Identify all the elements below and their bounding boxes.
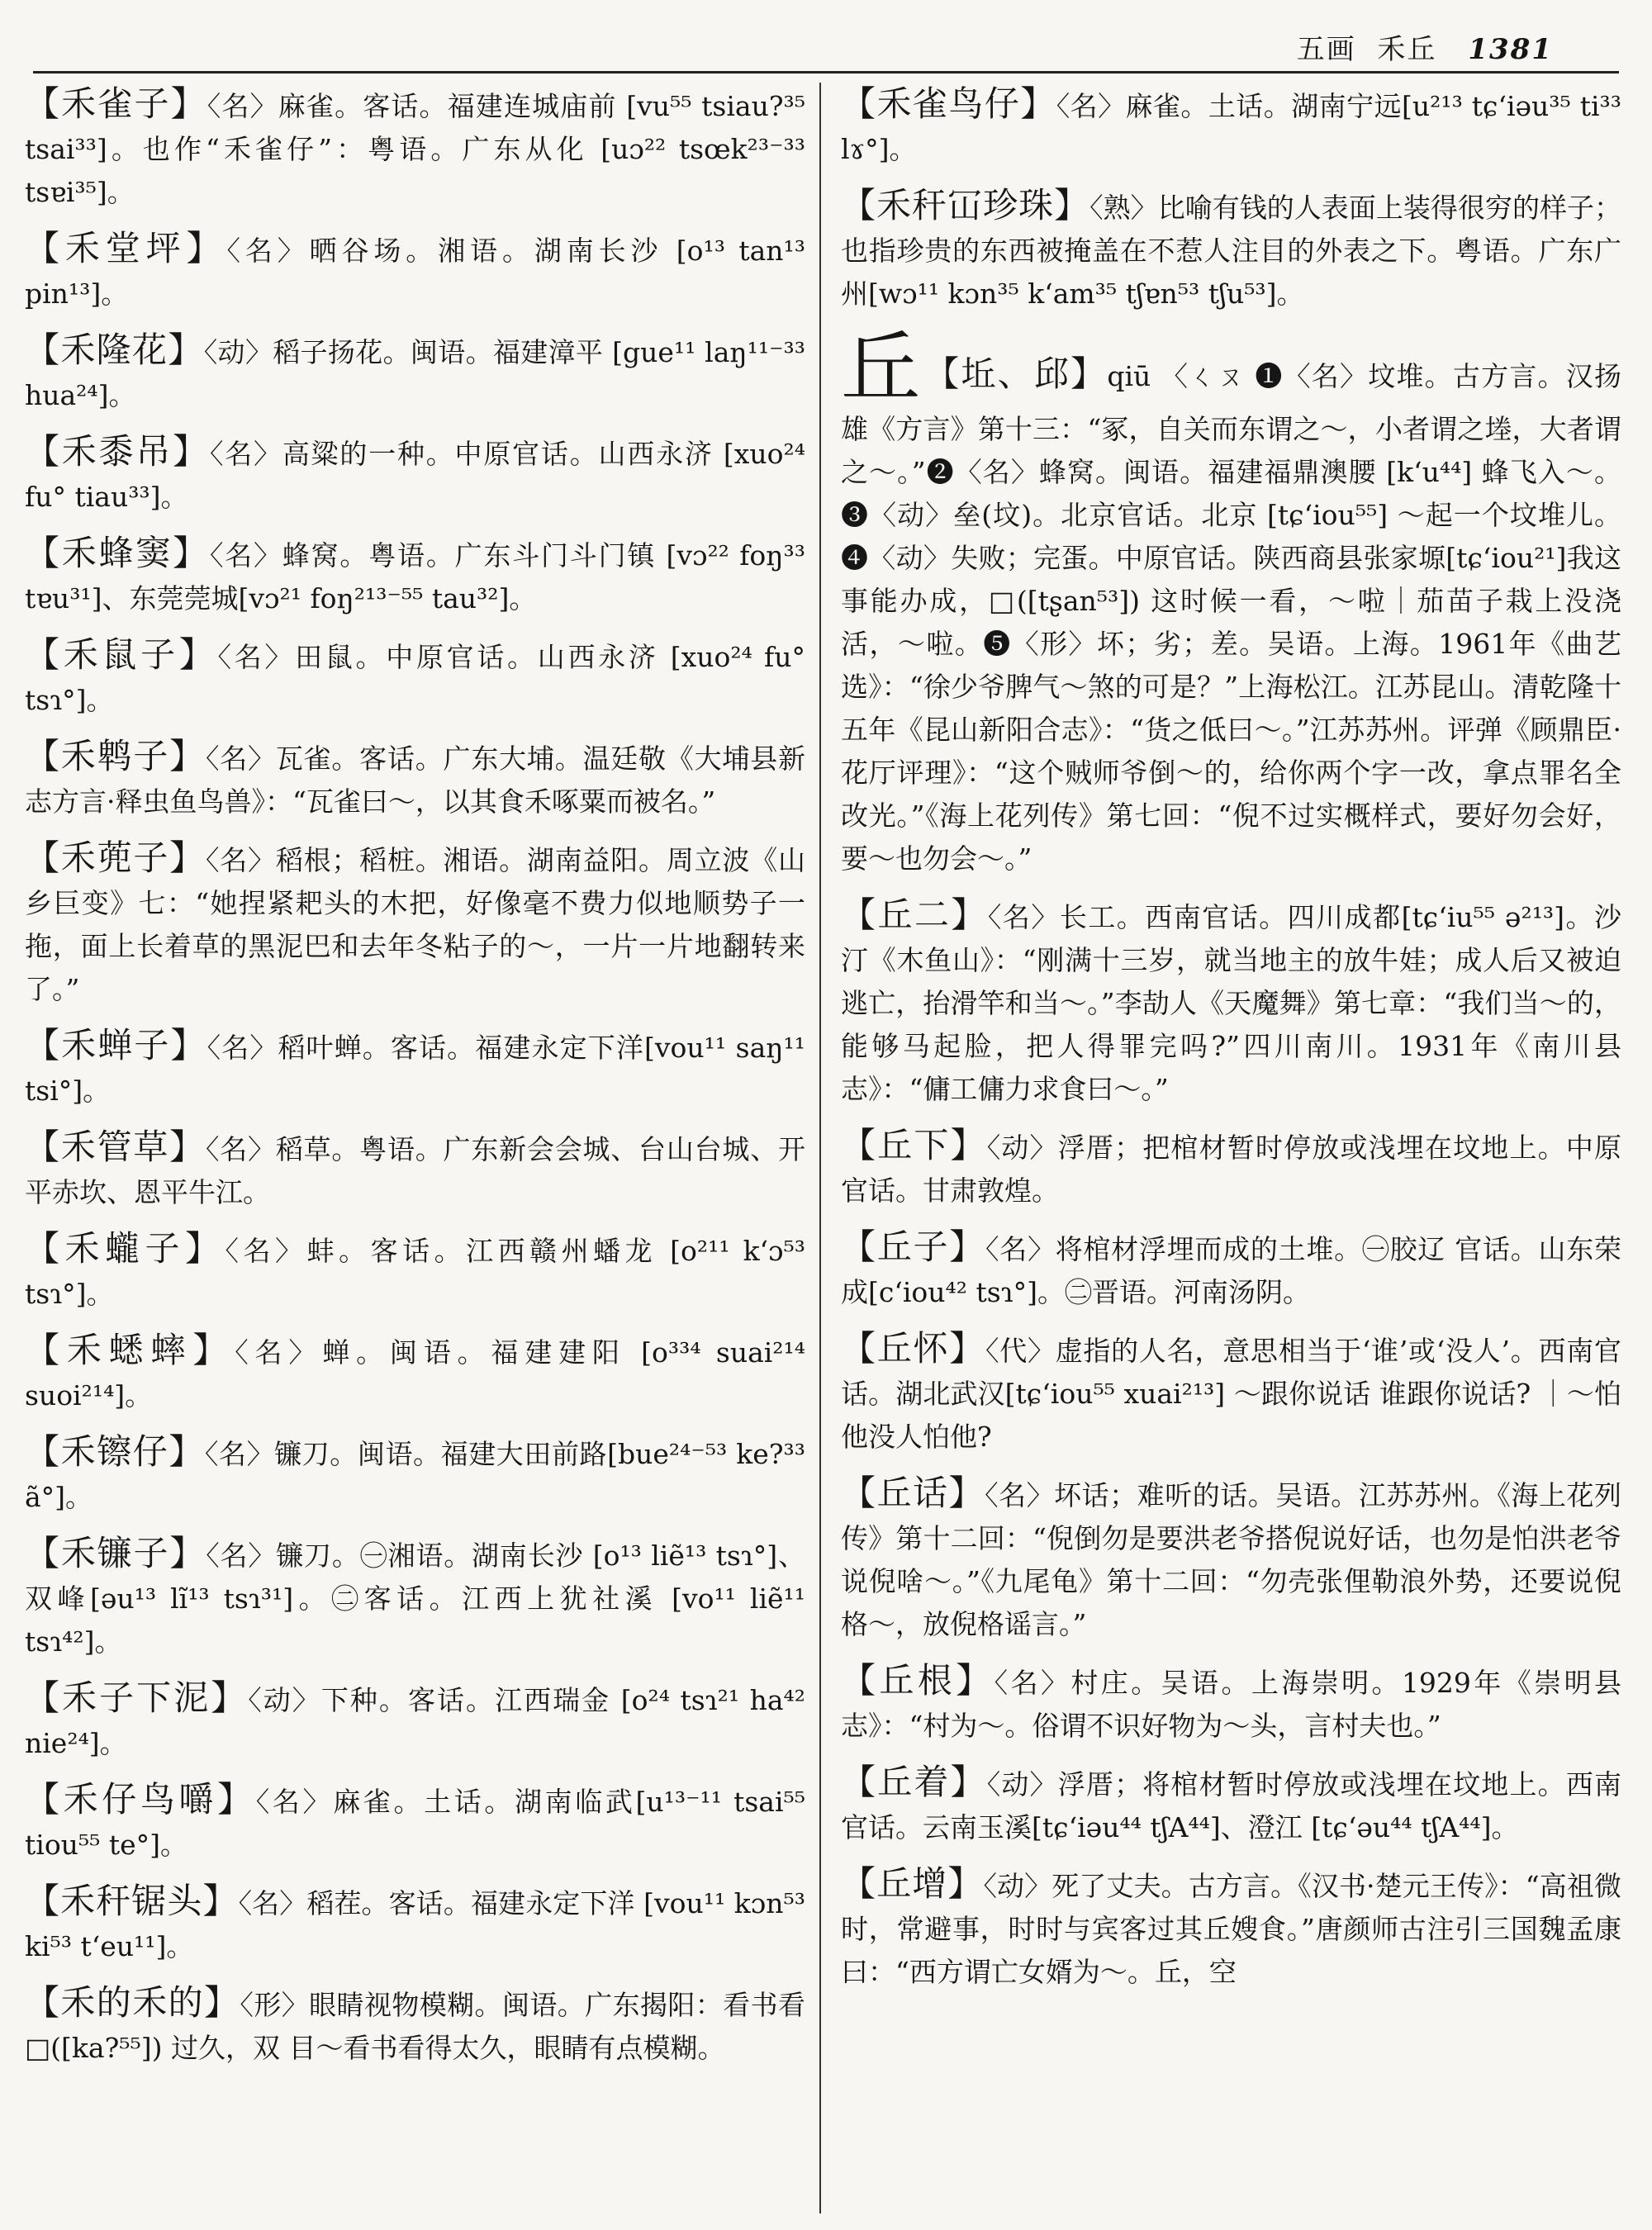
entry-body: 〈形〉眼睛视物模糊。闽语。广东揭阳：看书看□([ka?⁵⁵]) 过久，双 目～看书看得太久，眼睛有点模糊。 <box>25 1989 805 2064</box>
column-divider <box>819 83 821 2213</box>
dictionary-entry <box>25 430 805 519</box>
entry-headword: 【禾秆锯头】 <box>25 1881 239 1921</box>
dictionary-entry <box>25 735 805 823</box>
dictionary-entry <box>25 837 805 1011</box>
page-header <box>33 23 1619 74</box>
entry-body: 〈熟〉比喻有钱的人表面上装得很穷的样子；也指珍贵的东西被掩盖在不惹人注目的外表之下。粤语。广东广州[wɔ¹¹ kɔn³⁵ k‘am³⁵ tʃɐn⁵³ tʃu⁵³]。 <box>841 192 1621 310</box>
left-column <box>25 83 805 2083</box>
entry-body: 〈名〉蚌。客话。江西赣州蟠龙 [o²¹¹ k‘ɔ⁵³ tsɿ°]。 <box>25 1235 805 1310</box>
dictionary-entry <box>25 329 805 417</box>
running-head <box>1297 26 1553 67</box>
entry-headword: 【丘根】 <box>841 1660 995 1701</box>
entry-body: 〈名〉田鼠。中原官话。山西永济 [xuo²⁴ fu° tsɿ°]。 <box>25 641 805 716</box>
dictionary-entry <box>841 1226 1621 1314</box>
entry-headword: 【禾蝉子】 <box>25 1025 207 1065</box>
entry-headword: 【禾隆花】 <box>25 330 204 370</box>
dictionary-entry <box>841 1659 1621 1748</box>
entry-headword: 【禾仔鸟嚼】 <box>25 1779 256 1820</box>
entry-body: 〈名〉麻雀。土话。湖南临武[u¹³⁻¹¹ tsai⁵⁵ tiou⁵⁵ te°]。 <box>25 1786 805 1861</box>
entry-headword: 【丘增】 <box>841 1863 984 1904</box>
dictionary-entry <box>25 633 805 722</box>
entry-body: 〈名〉稻草。粤语。广东新会会城、台山台城、开平赤坎、恩平牛江。 <box>25 1133 805 1208</box>
entry-headword: 【坵、邱】 <box>924 353 1108 394</box>
entry-headword: 【丘子】 <box>841 1226 985 1267</box>
dictionary-entry <box>25 1024 805 1113</box>
entry-headword: 【禾雀鸟仔】 <box>841 83 1056 124</box>
entry-body: 〈代〉虚指的人名，意思相当于‘谁’或‘没人’。西南官话。湖北武汉[tɕ‘iou⁵⁵ xuai²¹³] ～跟你说话 谁跟你说话? ｜～怕他没人怕他? <box>841 1335 1621 1453</box>
dictionary-entry <box>841 184 1621 316</box>
entry-body: 〈动〉下种。客话。江西瑞金 [o²⁴ tsɿ²¹ ha⁴² nie²⁴]。 <box>25 1684 805 1759</box>
dictionary-entry <box>25 532 805 620</box>
entry-headword: 【禾鼠子】 <box>25 634 218 675</box>
entry-body: 〈名〉长工。西南官话。四川成都[tɕ‘iu⁵⁵ ə²¹³]。沙汀《木鱼山》：“刚满十三岁，就当地主的放牛娃；成人后又被迫逃亡，抬滑竿和当～。”李劼人《天魔舞》第七章：“我们当～的，能够马起脸，把人得罪完吗?”四川南川。1931年《南川县志》：“傭工傭力求食曰～。” <box>841 901 1621 1105</box>
dictionary-entry <box>25 1227 805 1316</box>
entry-body: 〈动〉浮厝；把棺材暂时停放或浅埋在坟地上。中原官话。甘肃敦煌。 <box>841 1132 1621 1207</box>
dictionary-entry <box>25 1126 805 1214</box>
dictionary-entry <box>25 1778 805 1867</box>
page-number: 1381 <box>1468 33 1553 66</box>
dictionary-entry <box>841 1472 1621 1646</box>
head-character: 丘 <box>841 322 922 415</box>
entry-body: 〈动〉稻子扬花。闽语。福建漳平 [gue¹¹ laŋ¹¹⁻³³ hua²⁴]。 <box>25 336 805 411</box>
entry-headword: 【丘着】 <box>841 1762 987 1802</box>
entry-headword: 【禾镰子】 <box>25 1533 206 1573</box>
entry-headword: 【禾子下泥】 <box>25 1677 249 1718</box>
entry-body: 〈名〉蜂窝。粤语。广东斗门斗门镇 [vɔ²² foŋ³³ tɐu³¹]、东莞莞城[vɔ²¹ foŋ²¹³⁻⁵⁵ tau³²]。 <box>25 539 805 614</box>
entry-body: qiū 〈ㄑㄡ ❶〈名〉坟堆。古方言。汉扬雄《方言》第十三：“冢，自关而东谓之～，小者谓之堘，大者谓之～。”❷〈名〉蜂窝。闽语。福建福鼎澳腰 [k‘u⁴⁴] 蜂飞入～。❸〈动〉垒(坟)。北京官话。北京 [tɕ‘iou⁵⁵] ～起一个坟堆儿。❹〈动〉失败；完蛋。中原官话。陕西商县张家塬[tɕ‘iou²¹]我这事能办成，□([tʂan⁵³]) 这时候一看，～啦｜茄苗子栽上没浇活，～啦。❺〈形〉坏；劣；差。吴语。上海。1961年《曲艺选》：“徐少爷脾气～煞的可是？”上海松江。江苏昆山。清乾隆十五年《昆山新阳合志》：“货之低曰～。”江苏苏州。评弹《顾鼎臣·花厅评理》：“这个贼师爷倒～的，给你两个字一改，拿点罪名全改光。”《海上花列传》第七回：“倪不过实概样式，要好勿会好，要～也勿会～。” <box>841 360 1621 875</box>
entry-body: 〈名〉镰刀。闽语。福建大田前路[bue²⁴⁻⁵³ ke?³³ ã°]。 <box>25 1438 805 1513</box>
entry-body: 〈名〉村庄。吴语。上海崇明。1929年《崇明县志》：“村为～。俗谓不识好物为～头，言村夫也。” <box>841 1667 1621 1742</box>
entry-body: 〈名〉稻根；稻桩。湘语。湖南益阳。周立波《山乡巨变》七：“她捏紧耙头的木把，好像毫不费力似地顺势子一拖，面上长着草的黑泥巴和去年冬粘子的～，一片一片地翻转来了。” <box>25 844 805 1005</box>
dictionary-entry <box>25 83 805 214</box>
entry-body: 〈名〉蝉。闽语。福建建阳 [o³³⁴ suai²¹⁴ suoi²¹⁴]。 <box>25 1336 805 1412</box>
entry-headword: 【禾秆冚珍珠】 <box>841 185 1090 225</box>
dictionary-entry <box>25 1532 805 1663</box>
dictionary-entry <box>841 83 1621 171</box>
dictionary-entry <box>25 1880 805 1968</box>
dictionary-entry <box>25 1677 805 1765</box>
entry-body: 〈名〉晒谷场。湘语。湖南长沙 [o¹³ tan¹³ pin¹³]。 <box>25 235 805 310</box>
entry-body: 〈名〉麻雀。土话。湖南宁远[u²¹³ tɕ‘iəu³⁵ ti³³ lɤ°]。 <box>841 90 1621 165</box>
entry-body: 〈名〉镰刀。㊀湘语。湖南长沙 [o¹³ liẽ¹³ tsɿ°]、双峰[əu¹³ lĩ¹³ tsɿ³¹]。㊁客话。江西上犹社溪 [vo¹¹ liẽ¹¹ tsɿ⁴²]。 <box>25 1540 805 1658</box>
entry-body: 〈名〉稻茬。客话。福建永定下洋 [vou¹¹ kɔn⁵³ ki⁵³ t‘eu¹¹]。 <box>25 1887 805 1962</box>
character-entry <box>841 322 1621 880</box>
entry-body: 〈名〉稻叶蝉。客话。福建永定下洋[vou¹¹ saŋ¹¹ tsi°]。 <box>25 1032 805 1107</box>
dictionary-entry <box>25 1431 805 1519</box>
dictionary-entry <box>25 1981 805 2070</box>
entry-headword: 【丘怀】 <box>841 1328 985 1369</box>
dictionary-entry <box>841 1124 1621 1212</box>
entry-headword: 【禾管草】 <box>25 1127 206 1167</box>
entry-body: 〈名〉瓦雀。客话。广东大埔。温廷敬《大埔县新志方言·释虫鱼鸟兽》：“瓦雀曰～，以其食禾啄粟而被名。” <box>25 743 805 818</box>
dictionary-entry <box>25 227 805 316</box>
entry-body: 〈名〉坏话；难听的话。吴语。江苏苏州。《海上花列传》第十二回：“倪倒勿是要洪老爷搭倪说好话，也勿是怕洪老爷说倪啥～。”《九尾龟》第十二回：“勿壳张俚勒浪外势，还要说倪格～，放倪格谣言。” <box>841 1479 1621 1640</box>
entry-headword: 【禾堂坪】 <box>25 228 227 268</box>
entry-headword: 【丘下】 <box>841 1125 987 1165</box>
dictionary-entry <box>841 1327 1621 1459</box>
header-radical: 禾丘 <box>1377 33 1437 66</box>
entry-headword: 【丘话】 <box>841 1473 985 1513</box>
entry-body: 〈动〉死了丈夫。古方言。《汉书·楚元王传》：“高祖微时，常避事，时时与宾客过其丘嫂食。”唐颜师古注引三国魏孟康曰：“西方谓亡女婿为～。丘，空 <box>841 1870 1621 1988</box>
entry-headword: 【丘二】 <box>841 894 988 935</box>
entry-headword: 【禾镲仔】 <box>25 1431 205 1472</box>
entry-headword: 【禾蜂窦】 <box>25 533 210 573</box>
dictionary-entry <box>841 1862 1621 1994</box>
entry-headword: 【禾的禾的】 <box>25 1982 240 2023</box>
entry-headword: 【禾黍吊】 <box>25 431 210 472</box>
entry-headword: 【禾蠬子】 <box>25 1228 225 1269</box>
entry-body: 〈名〉将棺材浮埋而成的土堆。㊀胶辽 官话。山东荣成[c‘iou⁴² tsɿ°]。㊁晋语。河南汤阴。 <box>841 1233 1621 1308</box>
entry-headword: 【禾鹎子】 <box>25 736 206 776</box>
entry-headword: 【禾蔸子】 <box>25 837 206 878</box>
entry-headword: 【禾雀子】 <box>25 83 207 124</box>
entry-body: 〈名〉高粱的一种。中原官话。山西永济 [xuo²⁴ fu° tiau³³]。 <box>25 438 805 513</box>
header-section: 五画 <box>1296 33 1356 66</box>
entry-body: 〈动〉浮厝；将棺材暂时停放或浅埋在坟地上。西南官话。云南玉溪[tɕ‘iəu⁴⁴ tʃA⁴⁴]、澄江 [tɕ‘əu⁴⁴ tʃA⁴⁴]。 <box>841 1768 1621 1843</box>
dictionary-entry <box>841 1761 1621 1849</box>
entry-body: 〈名〉麻雀。客话。福建连城庙前 [vu⁵⁵ tsiau?³⁵ tsai³³]。也作“禾雀仔”：粤语。广东从化 [uɔ²² tsœk²³⁻³³ tsɐi³⁵]。 <box>25 90 805 208</box>
dictionary-entry <box>841 894 1621 1111</box>
dictionary-entry <box>25 1329 805 1417</box>
right-column <box>841 83 1621 2007</box>
entry-headword: 【禾蟋蟀】 <box>25 1330 235 1370</box>
